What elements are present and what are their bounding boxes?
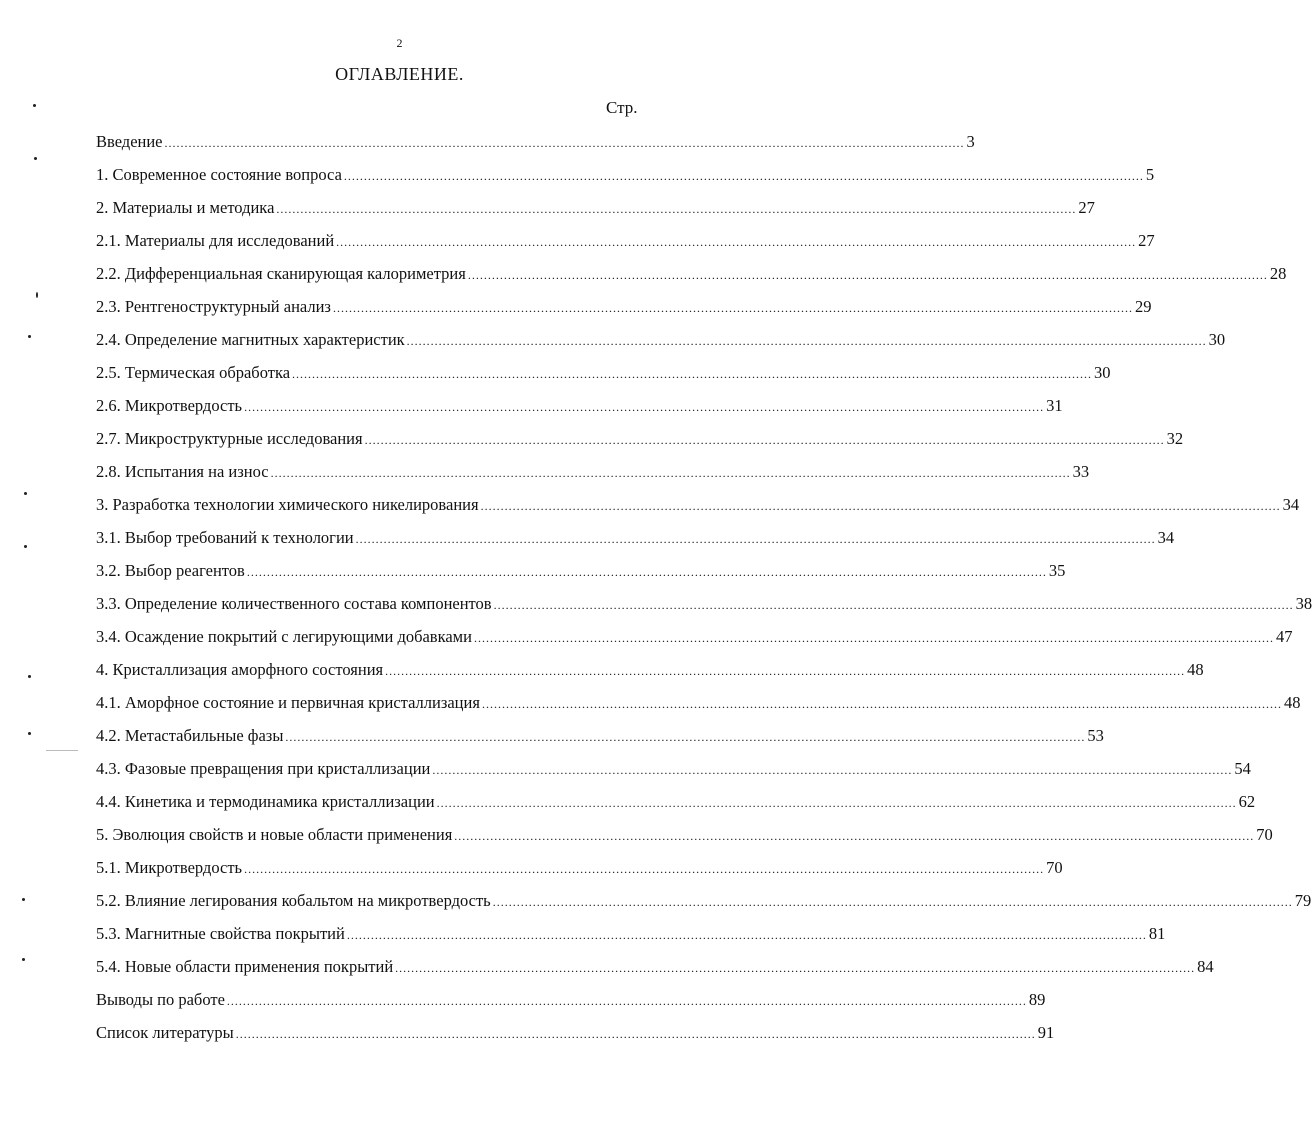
leader-dots: ........................................................................................................................................................................................................ <box>235 1027 1036 1041</box>
toc-entry-page: 34 <box>1282 495 1300 514</box>
toc-entry-page: 70 <box>1256 825 1273 844</box>
toc-entry <box>96 260 1287 293</box>
toc-entry-title: 2. Материалы и методика <box>96 198 275 217</box>
toc-entry <box>96 854 1063 887</box>
leader-dots: ........................................................................................................................................................................................................ <box>276 202 1077 216</box>
toc-entry-page: 38 <box>1295 594 1312 613</box>
leader-dots: ........................................................................................................................................................................................................ <box>480 499 1281 513</box>
toc-entry-title: 3. Разработка технологии химического никелирования <box>96 495 479 514</box>
scan-speck <box>28 732 31 735</box>
toc-entry-page: 48 <box>1187 660 1204 679</box>
toc-entry-page: 33 <box>1072 462 1090 481</box>
leader-dots: ........................................................................................................................................................................................................ <box>473 631 1274 645</box>
scan-speck <box>34 157 37 160</box>
toc-entry-title: 5. Эволюция свойств и новые области применения <box>96 825 453 844</box>
toc-entry <box>96 326 1226 359</box>
toc-entry-page: 81 <box>1148 924 1166 943</box>
toc-entry-page: 31 <box>1046 396 1063 415</box>
leader-dots: ........................................................................................................................................................................................................ <box>164 136 965 150</box>
toc-entry-title: 5.3. Магнитные свойства покрытий <box>96 924 345 943</box>
toc-entry-title: 2.4. Определение магнитных характеристик <box>96 330 405 349</box>
scan-speck <box>28 335 31 338</box>
toc-entry-title: Выводы по работе <box>96 990 225 1009</box>
scan-speck <box>22 958 25 961</box>
toc-entry-page: 91 <box>1037 1023 1055 1042</box>
leader-dots: ........................................................................................................................................................................................................ <box>436 796 1237 810</box>
toc-entry-title: 2.7. Микроструктурные исследования <box>96 429 363 448</box>
scan-speck <box>22 898 25 901</box>
toc-entry-title: 5.2. Влияние легирования кобальтом на микротвердость <box>96 891 491 910</box>
page-title: ОГЛАВЛЕНИЕ. <box>335 64 464 84</box>
scan-speck <box>36 292 38 298</box>
toc-entry <box>96 590 1312 623</box>
toc-entry-title: 4.3. Фазовые превращения при кристаллизации <box>96 759 431 778</box>
leader-dots: ........................................................................................................................................................................................................ <box>244 400 1045 414</box>
leader-dots: ........................................................................................................................................................................................................ <box>432 763 1233 777</box>
page-number: 2 <box>396 36 403 50</box>
leader-dots: ........................................................................................................................................................................................................ <box>270 466 1071 480</box>
leader-dots: ........................................................................................................................................................................................................ <box>467 268 1268 282</box>
toc-entry-title: 3.2. Выбор реагентов <box>96 561 245 580</box>
toc-entry <box>96 656 1204 689</box>
toc-entry <box>96 755 1251 788</box>
toc-entry-page: 79 <box>1294 891 1312 910</box>
leader-dots: ........................................................................................................................................................................................................ <box>395 961 1196 975</box>
toc-entry <box>96 359 1111 392</box>
toc-entry <box>96 293 1152 326</box>
toc-entry-title: Список литературы <box>96 1023 234 1042</box>
leader-dots: ........................................................................................................................................................................................................ <box>244 862 1045 876</box>
toc-entry <box>96 1019 1055 1052</box>
toc-entry <box>96 689 1301 722</box>
toc-entry-title: 4.2. Метастабильные фазы <box>96 726 284 745</box>
toc-entry-page: 62 <box>1238 792 1256 811</box>
toc-entry-page: 30 <box>1094 363 1111 382</box>
leader-dots: ........................................................................................................................................................................................................ <box>346 928 1147 942</box>
scan-speck <box>28 675 31 678</box>
toc-entry-page: 53 <box>1087 726 1104 745</box>
leader-dots: ........................................................................................................................................................................................................ <box>336 235 1137 249</box>
leader-dots: ........................................................................................................................................................................................................ <box>385 664 1186 678</box>
toc-entry-title: 3.4. Осаждение покрытий с легирующими добавками <box>96 627 472 646</box>
table-of-contents <box>96 128 1312 1052</box>
toc-entry <box>96 557 1066 590</box>
scan-line <box>46 750 78 751</box>
leader-dots: ........................................................................................................................................................................................................ <box>406 334 1207 348</box>
toc-entry <box>96 491 1300 524</box>
leader-dots: ........................................................................................................................................................................................................ <box>481 697 1282 711</box>
toc-entry-title: 2.3. Рентгеноструктурный анализ <box>96 297 331 316</box>
leader-dots: ........................................................................................................................................................................................................ <box>246 565 1047 579</box>
toc-entry-page: 32 <box>1166 429 1184 448</box>
toc-entry-title: 2.6. Микротвердость <box>96 396 243 415</box>
leader-dots: ........................................................................................................................................................................................................ <box>343 169 1144 183</box>
toc-entry-page: 34 <box>1157 528 1175 547</box>
toc-entry <box>96 887 1312 920</box>
toc-entry <box>96 458 1090 491</box>
toc-entry <box>96 953 1214 986</box>
toc-entry-page: 27 <box>1078 198 1095 217</box>
scan-speck <box>33 104 36 107</box>
toc-entry-title: Введение <box>96 132 163 151</box>
leader-dots: ........................................................................................................................................................................................................ <box>364 433 1165 447</box>
leader-dots: ........................................................................................................................................................................................................ <box>332 301 1133 315</box>
page-column-label: Стр. <box>606 98 638 117</box>
toc-entry-title: 2.2. Дифференциальная сканирующая калориметрия <box>96 264 466 283</box>
toc-entry <box>96 392 1063 425</box>
leader-dots: ........................................................................................................................................................................................................ <box>292 367 1093 381</box>
leader-dots: ........................................................................................................................................................................................................ <box>492 895 1293 909</box>
toc-entry <box>96 986 1046 1019</box>
toc-entry-page: 70 <box>1046 858 1063 877</box>
toc-entry-title: 5.4. Новые области применения покрытий <box>96 957 394 976</box>
toc-entry-title: 1. Современное состояние вопроса <box>96 165 342 184</box>
leader-dots: ........................................................................................................................................................................................................ <box>454 829 1255 843</box>
toc-entry-title: 5.1. Микротвердость <box>96 858 243 877</box>
toc-entry <box>96 194 1095 227</box>
leader-dots: ........................................................................................................................................................................................................ <box>355 532 1156 546</box>
toc-entry-page: 3 <box>966 132 975 151</box>
toc-entry-title: 3.3. Определение количественного состава компонентов <box>96 594 492 613</box>
toc-entry <box>96 623 1293 656</box>
toc-entry-title: 4. Кристаллизация аморфного состояния <box>96 660 384 679</box>
toc-entry <box>96 161 1155 194</box>
toc-entry-title: 4.4. Кинетика и термодинамика кристаллизации <box>96 792 435 811</box>
toc-entry-page: 47 <box>1275 627 1293 646</box>
toc-entry-page: 84 <box>1197 957 1214 976</box>
leader-dots: ........................................................................................................................................................................................................ <box>285 730 1086 744</box>
toc-entry <box>96 788 1256 821</box>
toc-entry <box>96 920 1166 953</box>
toc-entry <box>96 524 1175 557</box>
toc-entry-title: 2.5. Термическая обработка <box>96 363 291 382</box>
toc-entry-page: 5 <box>1145 165 1155 184</box>
toc-entry-page: 28 <box>1269 264 1287 283</box>
toc-entry <box>96 821 1273 854</box>
toc-entry-title: 2.1. Материалы для исследований <box>96 231 335 250</box>
toc-entry <box>96 722 1104 755</box>
toc-entry-page: 30 <box>1208 330 1226 349</box>
scan-speck <box>24 545 27 548</box>
toc-entry-title: 2.8. Испытания на износ <box>96 462 269 481</box>
toc-entry-page: 27 <box>1138 231 1155 250</box>
toc-entry-page: 29 <box>1134 297 1152 316</box>
toc-entry-page: 54 <box>1234 759 1251 778</box>
scan-speck <box>24 492 27 495</box>
leader-dots: ........................................................................................................................................................................................................ <box>226 994 1027 1008</box>
toc-entry <box>96 227 1155 260</box>
toc-entry <box>96 425 1184 458</box>
toc-entry <box>96 128 975 161</box>
toc-entry-page: 35 <box>1048 561 1066 580</box>
toc-entry-page: 48 <box>1283 693 1301 712</box>
toc-entry-page: 89 <box>1028 990 1046 1009</box>
toc-entry-title: 3.1. Выбор требований к технологии <box>96 528 354 547</box>
leader-dots: ........................................................................................................................................................................................................ <box>493 598 1294 612</box>
toc-entry-title: 4.1. Аморфное состояние и первичная кристаллизация <box>96 693 480 712</box>
